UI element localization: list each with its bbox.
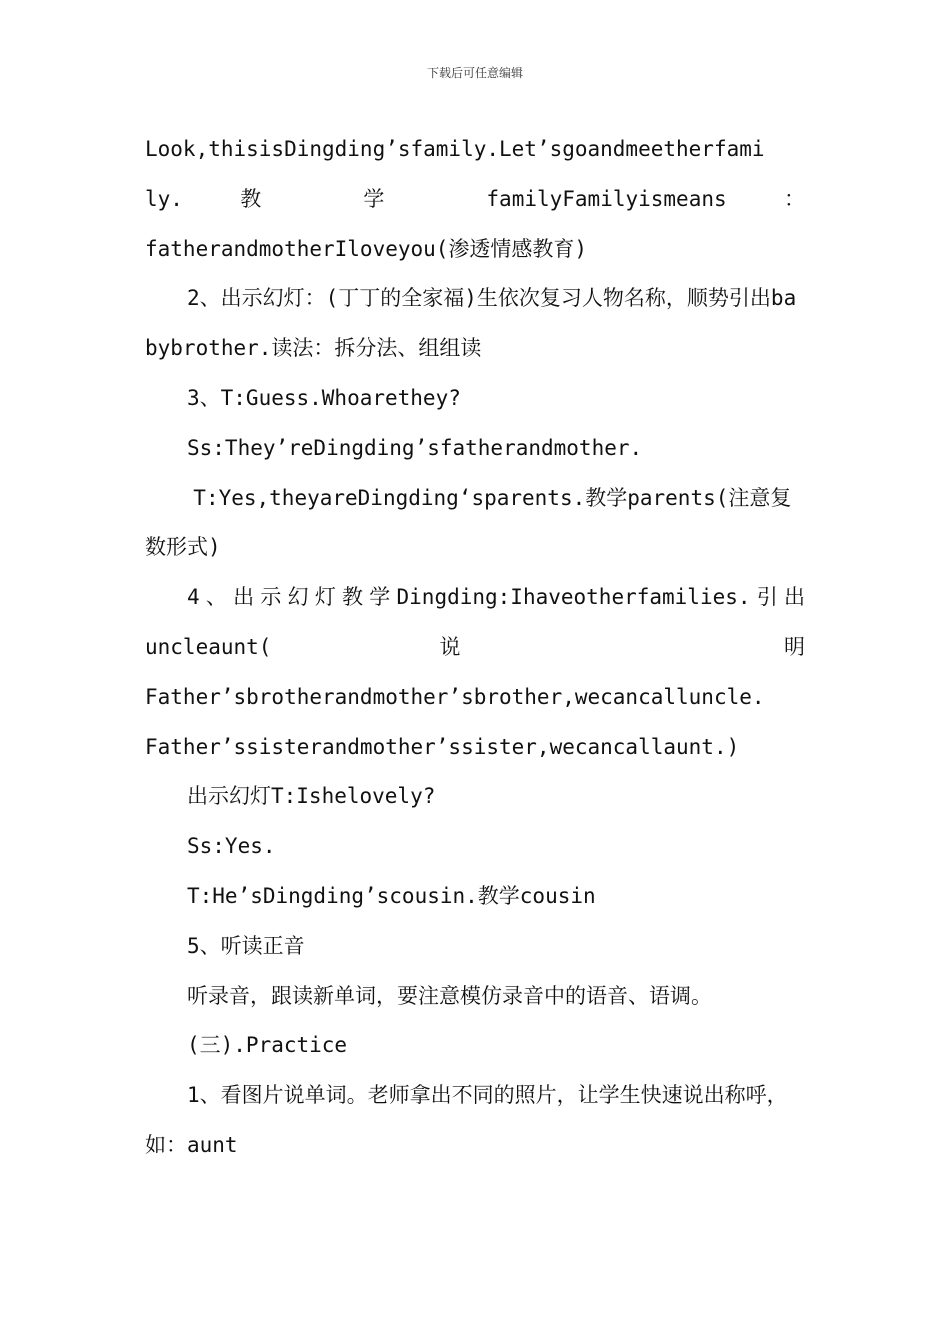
text-line: Look,thisisDingding’sfamily.Let’sgoandmeetherfami xyxy=(145,137,765,161)
paragraph-step-5: 5、听读正音 xyxy=(187,933,305,958)
paragraph-teacher-parents: T:Yes,theyareDingding‘sparents.教学parents(注意复数形式) xyxy=(145,485,792,560)
text-line: Father’sbrotherandmother’sbrother,wecancalluncle. xyxy=(145,684,765,709)
document-body xyxy=(145,125,805,1171)
paragraph-teacher-cousin: T:He’sDingding’scousin.教学cousin xyxy=(187,883,596,908)
section-heading-practice: (三).Practice xyxy=(187,1033,348,1058)
text-line: fatherandmotherIloveyou(渗透情感教育) xyxy=(145,236,588,261)
paragraph-step-2: 2、出示幻灯：(丁丁的全家福)生依次复习人物名称，顺势引出babybrother.读法：拆分法、组组读 xyxy=(145,286,797,361)
paragraph-step-4 xyxy=(145,573,805,772)
paragraph-listen-recording: 听录音，跟读新单词，要注意模仿录音中的语音、语调。 xyxy=(187,983,712,1008)
text-line: uncleaunt( 说 明 xyxy=(145,634,805,659)
page-header: 下载后可任意编辑 xyxy=(426,66,523,80)
text-line: Father’ssisterandmother’ssister,wecancallaunt.) xyxy=(145,734,740,759)
paragraph-intro xyxy=(145,125,805,274)
text-line: ly. 教 学 familyFamilyismeans ： xyxy=(145,186,805,211)
paragraph-students-yes: Ss:Yes. xyxy=(187,834,276,859)
paragraph-step-3: 3、T:Guess.Whoarethey? xyxy=(187,385,461,410)
paragraph-practice-1: 1、看图片说单词。老师拿出不同的照片，让学生快速说出称呼，如：aunt xyxy=(145,1083,788,1157)
paragraph-slide-lovely: 出示幻灯T:Ishelovely? xyxy=(187,784,436,809)
text-line: 4、出示幻灯教学Dingding:Ihaveotherfamilies.引出 xyxy=(187,585,805,610)
paragraph-students-answer: Ss:They’reDingding’sfatherandmother. xyxy=(187,435,643,460)
